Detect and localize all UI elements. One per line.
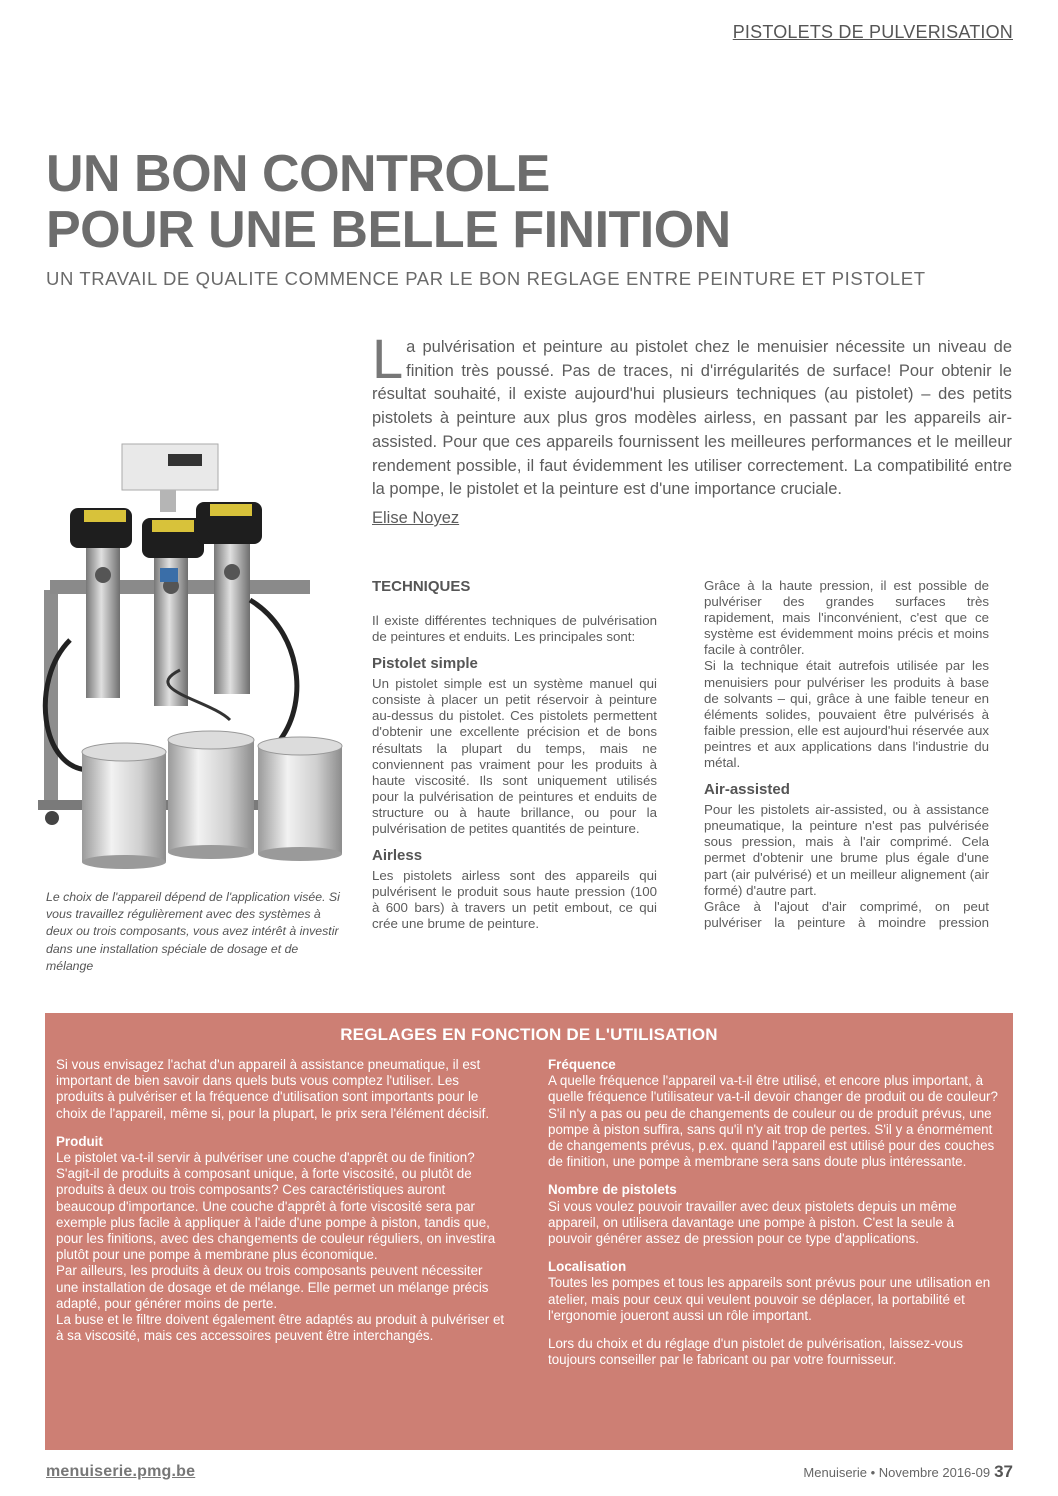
airless-text: Les pistolets airless sont des appareils qui pulvérisent le produit sous haute pression (100 à 600 bars) à travers un petit embout, ce qui crée une brume de peinture.	[372, 868, 657, 932]
control-display	[168, 454, 202, 466]
control-arm	[160, 490, 176, 512]
pistolet-simple-heading: Pistolet simple	[372, 655, 478, 673]
air-assisted-heading: Air-assisted	[704, 781, 790, 799]
article-title-line1: UN BON CONTROLE	[46, 145, 550, 203]
hose	[250, 600, 297, 740]
article-title	[46, 146, 946, 258]
nombre-pistolets-heading: Nombre de pistolets	[548, 1182, 677, 1198]
page-number: 37	[994, 1462, 1013, 1481]
article-column-1	[372, 578, 657, 933]
pump-left	[70, 508, 132, 698]
bucket-right	[258, 737, 342, 861]
intro-text: a pulvérisation et peinture au pistolet chez le menuisier nécessite un niveau de finition très poussé. Pas de traces, ni d'irrégularités de surface! Pour obtenir le résultat souhaité, il existe aujourd'hui plusieurs techniques (au pistolet) – des petits pistolets à peinture aux plus gros modèles airless, en passant par les appareils air-assisted. Pour que ces appareils fournissent les meilleures performances et le meilleur rendement possible, il faut évidemment les utiliser correctement. La compatibilité entre la pompe, le pistolet et la peinture est d'une importance cruciale.	[372, 338, 1012, 499]
frequence-heading: Fréquence	[548, 1057, 616, 1072]
settings-box-title: REGLAGES EN FONCTION DE L'UTILISATION	[340, 1025, 718, 1044]
article-subtitle: UN TRAVAIL DE QUALITE COMMENCE PAR LE BON REGLAGE ENTRE PEINTURE ET PISTOLET	[46, 268, 926, 289]
produit-text-2: Par ailleurs, les produits à deux ou trois composants peuvent nécessiter une installation de dosage et de mélange. Elle permet un mélange précis adapté, pour générer moins de perte.	[56, 1263, 489, 1311]
footer-website-link[interactable]: menuiserie.pmg.be	[46, 1463, 196, 1480]
closing-advice: Lors du choix et du réglage d'un pistolet de pulvérisation, laissez-vous toujours conseiller par le fabricant ou par votre fournisseur.	[548, 1336, 963, 1368]
footer-magazine: Menuiserie • Novembre 2016-09	[803, 1465, 991, 1480]
frequence-text: A quelle fréquence l'appareil va-t-il être utilisé, et encore plus important, à quelle fréquence l'utilisateur va-t-il devoir changer de produit ou de couleur? S'il n'y a pas ou peu de changements de couleur ou de produit prévus, une pompe à piston suffira, sans qu'il n'y ait trop de pertes. S'il y a énormément de changements prévus, p.ex. quand l'appareil est utilisé pour des couches de finition, une pompe à membrane sera sans doute plus intéressante.	[548, 1073, 998, 1170]
box-intro-text: Si vous envisagez l'achat d'un appareil à assistance pneumatique, il est important de bien savoir dans quels buts vous comptez l'utiliser. Les produits à pulvériser et la fréquence d'utilisation sont importants pour le choix de l'appareil, même si, pour la plupart, le prix sera l'élément décisif.	[56, 1057, 490, 1121]
produit-heading: Produit	[56, 1133, 103, 1149]
compressed-air-text: Grâce à l'ajout d'air comprimé, on peut pulvériser la peinture à moindre pression	[704, 898, 989, 930]
wheel-icon	[45, 811, 59, 825]
settings-box-left-column	[56, 1057, 506, 1344]
localisation-heading: Localisation	[548, 1259, 627, 1275]
settings-box	[45, 1013, 1013, 1450]
pressure-paragraph: Grâce à la haute pression, il est possible de pulvériser des grandes surfaces très rapidement, mais l'inconvénient, c'est que ce système est évidemment moins précis et moins facile à contrôler.	[704, 578, 989, 658]
bucket-center	[168, 731, 254, 859]
pump-right	[196, 502, 262, 694]
techniques-text: Il existe différentes techniques de pulvérisation de peintures et enduits. Les principales sont:	[372, 613, 657, 645]
article-column-2	[704, 578, 989, 931]
bucket-left	[82, 743, 166, 869]
author-link[interactable]: Elise Noyez	[372, 509, 460, 527]
nombre-pistolets-text: Si vous voulez pouvoir travailler avec deux pistolets depuis un même appareil, on utilisera davantage une pompe à piston. C'est la seule à pouvoir générer assez de pression pour ce type d'applications.	[548, 1198, 957, 1247]
solvent-paragraph: Si la technique était autrefois utilisée par les menuisiers pour pulvériser les produits à base de solvants – qui, grâce à une faible teneur en éléments solides, pouvaient être pulvérisés à faible pression, elle est aujourd'hui réservée aux peintres et aux applications dans l'industrie du métal.	[704, 658, 989, 771]
pump-center	[142, 518, 204, 706]
equipment-photo	[30, 440, 346, 884]
footer-issue	[803, 1462, 1013, 1482]
air-assisted-text: Pour les pistolets air-assisted, ou à assistance pneumatique, la peinture n'est pas pulvérisée sous pression, mais à l'air comprimé. Cela permet d'obtenir une brume plus égale d'une part (air pulvérisé) et un meilleur alignement (air formé) d'autre part.	[704, 802, 989, 898]
photo-caption: Le choix de l'appareil dépend de l'application visée. Si vous travaillez régulièrement avec des systèmes à deux ou trois composants, vous avez intérêt à investir dans une installation spéciale de dosage et de mélange	[46, 890, 340, 973]
airless-heading: Airless	[372, 847, 423, 865]
section-label: PISTOLETS DE PULVERISATION	[732, 22, 1013, 42]
localisation-text: Toutes les pompes et tous les appareils sont prévus pour une utilisation en atelier, mais pour ceux qui veulent pouvoir se déplacer, la portabilité et l'ergonomie joueront aussi un rôle important.	[548, 1275, 991, 1323]
control-box	[122, 444, 218, 490]
drop-cap: L	[372, 327, 404, 390]
article-title-line2: POUR UNE BELLE FINITION	[46, 201, 731, 259]
produit-text: Le pistolet va-t-il servir à pulvériser une couche d'apprêt ou de finition? S'agit-il de produits à composant unique, à forte viscosité, ou plutôt de produits à deux ou trois composants? Ces caractéristiques auront beaucoup d'importance. Une couche d'apprêt à forte viscosité sera par exemple plus facile à appliquer à l'aide d'une pompe à piston, tandis que, pour les finitions, avec des changements de couleur réguliers, on investira plutôt pour une pompe à membrane plus économique.	[56, 1150, 496, 1263]
pistolet-simple-text: Un pistolet simple est un système manuel qui consiste à placer un petit réservoir à peinture au-dessus du pistolet. Ces pistolets permettent d'obtenir une excellente précision et de bons résultats la plupart du temps, mais ne conviennent pas vraiment pour les produits à haute viscosité. Ils sont uniquement utilisés pour la pulvérisation de peintures et enduits de structure ou à haute brillance, ou pour la pulvérisation de petites quantités de peinture.	[372, 676, 657, 837]
techniques-heading: TECHNIQUES	[372, 578, 471, 595]
produit-text-3: La buse et le filtre doivent également être adaptés au produit à pulvériser et à sa viscosité, mais ces accessoires peuvent être interchangés.	[56, 1312, 505, 1344]
intro-paragraph	[372, 327, 1012, 502]
settings-box-right-column	[548, 1057, 998, 1368]
